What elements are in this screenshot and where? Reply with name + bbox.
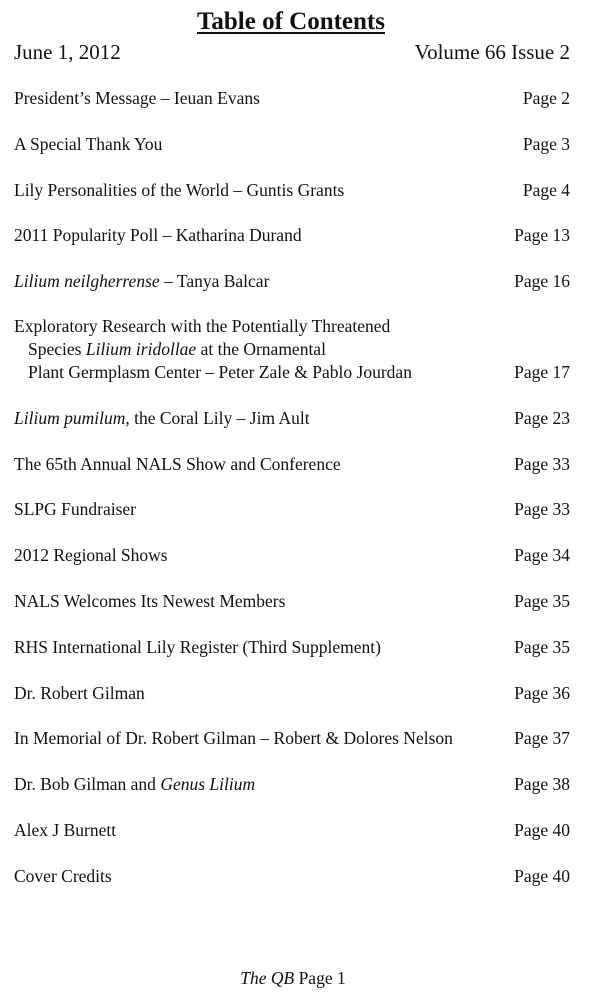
- entry-title: RHS International Lily Register (Third Supplement): [14, 636, 381, 657]
- footer-page-number: Page 1: [298, 968, 346, 988]
- toc-entry[interactable]: [14, 269, 570, 293]
- entry-title-rest: , the Coral Lily – Jim Ault: [125, 407, 310, 428]
- entry-page: Page 33: [514, 499, 570, 520]
- entry-title: 2011 Popularity Poll – Katharina Durand: [14, 225, 302, 246]
- entry-title: Cover Credits: [14, 865, 112, 886]
- entry-page: Page 4: [522, 179, 570, 200]
- entry-page: Page 40: [514, 819, 570, 840]
- toc-entry[interactable]: [14, 452, 570, 476]
- entry-page: Page 2: [522, 88, 570, 108]
- entry-title-pre: Dr. Bob Gilman and: [14, 774, 161, 795]
- toc-entry[interactable]: [14, 543, 570, 567]
- toc-entry[interactable]: [14, 497, 570, 521]
- page-footer: [0, 968, 586, 989]
- publication-name: The QB: [240, 968, 295, 988]
- issue-date: June 1, 2012: [14, 40, 121, 64]
- entry-title: Dr. Robert Gilman: [14, 682, 145, 703]
- entry-title-line2-post: at the Ornamental: [196, 338, 326, 359]
- entry-title: A Special Thank You: [14, 133, 163, 154]
- entry-title: SLPG Fundraiser: [14, 499, 137, 520]
- entry-page: Page 36: [514, 682, 570, 703]
- toc-entry[interactable]: [14, 681, 570, 705]
- entry-title-italic: Lilium pumilum: [14, 407, 126, 428]
- toc-entry[interactable]: [14, 864, 570, 888]
- entry-page: Page 38: [514, 774, 570, 795]
- entry-page: Page 33: [514, 453, 570, 474]
- entry-page: Page 35: [514, 636, 570, 657]
- toc-entry[interactable]: [14, 178, 570, 202]
- entry-title: NALS Welcomes Its Newest Members: [14, 590, 286, 611]
- toc-entry[interactable]: [14, 589, 570, 613]
- toc-entry[interactable]: [14, 406, 570, 430]
- entry-title-line2: [14, 338, 508, 361]
- entry-page: Page 3: [522, 133, 570, 154]
- entry-title: [14, 406, 508, 430]
- toc-list: [14, 86, 570, 910]
- entry-title-italic: Lilium neilgherrense: [14, 271, 160, 292]
- toc-title: Table of Contents: [197, 8, 385, 35]
- toc-entry[interactable]: [14, 635, 570, 659]
- toc-entry[interactable]: [14, 818, 570, 842]
- entry-title: [14, 772, 508, 796]
- entry-title: [14, 269, 508, 293]
- entry-title-line2-italic: Lilium iridollae: [85, 338, 197, 359]
- entry-title: The 65th Annual NALS Show and Conference: [14, 453, 341, 474]
- entry-page: Page 40: [514, 865, 570, 886]
- entry-page: Page 17: [514, 361, 570, 382]
- entry-title: [14, 315, 508, 384]
- toc-entry[interactable]: [14, 726, 570, 750]
- entry-page: Page 13: [514, 225, 570, 246]
- entry-title-line2-pre: Species: [28, 338, 86, 359]
- entry-title-line1: Exploratory Research with the Potentially Threatened: [14, 315, 391, 336]
- entry-title: In Memorial of Dr. Robert Gilman – Robert & Dolores Nelson: [14, 728, 453, 749]
- toc-entry[interactable]: [14, 223, 570, 247]
- entry-page: Page 23: [514, 407, 570, 428]
- entry-page: Page 16: [514, 271, 570, 292]
- toc-entry[interactable]: [14, 132, 570, 156]
- volume-issue: Volume 66 Issue 2: [414, 40, 570, 64]
- entry-title: 2012 Regional Shows: [14, 545, 168, 566]
- toc-entry[interactable]: [14, 86, 570, 110]
- entry-title-line3: Plant Germplasm Center – Peter Zale & Pablo Jourdan: [28, 361, 412, 382]
- entry-page: Page 37: [514, 728, 570, 749]
- toc-entry[interactable]: [14, 772, 570, 796]
- entry-title-italic: Genus Lilium: [160, 774, 256, 795]
- entry-title: Alex J Burnett: [14, 819, 117, 840]
- entry-title-rest: – Tanya Balcar: [159, 271, 270, 292]
- entry-page: Page 35: [514, 590, 570, 611]
- entry-title: President’s Message – Ieuan Evans: [14, 88, 260, 108]
- toc-entry[interactable]: [14, 315, 570, 384]
- entry-title: Lily Personalities of the World – Guntis Grants: [14, 179, 345, 200]
- entry-page: Page 34: [514, 545, 570, 566]
- issue-header: [14, 40, 570, 65]
